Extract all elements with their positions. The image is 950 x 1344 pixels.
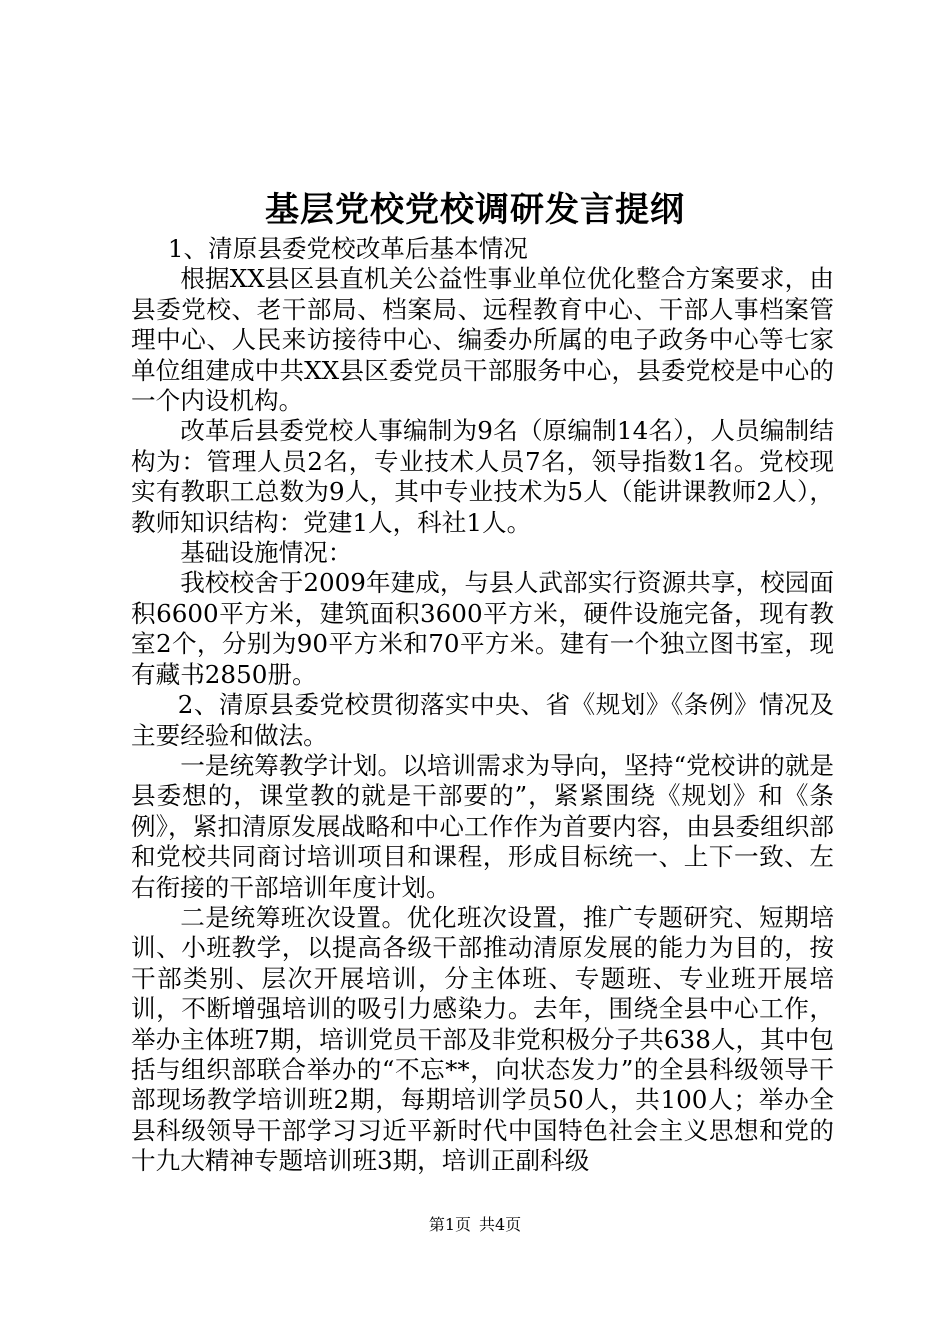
paragraph-class-setup: 二是统筹班次设置。优化班次设置，推广专题研究、短期培训、小班教学，以提高各级干部推动清原发展的能力为目的，按干部类别、层次开展培训，分主体班、专题班、专业班开展培训，不断增强培训的吸引力感染力。去年，围绕全县中心工作，举办主体班7期，培训党员干部及非党积极分子共638人，其中包括与组织部联合举办的“不忘**，向状态发力”的全县科级领导干部现场教学培训班2期，每期培训学员50人，共100人；举办全县科级领导干部学习习近平新时代中国特色社会主义思想和党的十九大精神专题培训班3期，培训正副科级 [131, 902, 834, 1176]
paragraph-infrastructure: 我校校舍于2009年建成，与县人武部实行资源共享，校园面积6600平方米，建筑面积3600平方米，硬件设施完备，现有教室2个，分别为90平方米和70平方米。建有一个独立图书室，现有藏书2850册。 [131, 568, 834, 689]
document-body [131, 234, 834, 1177]
section-heading-2: 2、清原县委党校贯彻落实中央、省《规划》《条例》情况及主要经验和做法。 [131, 690, 834, 750]
page-total: 共4页 [479, 1215, 522, 1234]
page-footer [0, 1214, 950, 1236]
paragraph-staffing: 改革后县委党校人事编制为9名（原编制14名），人员编制结构为：管理人员2名，专业技术人员7名，领导指数1名。党校现实有教职工总数为9人，其中专业技术为5人（能讲课教师2人），教师知识结构：党建1人，科社1人。 [131, 416, 834, 537]
paragraph-infrastructure-heading: 基础设施情况： [180, 538, 353, 568]
document-title: 基层党校党校调研发言提纲 [265, 190, 685, 230]
page-number: 第1页 [428, 1215, 471, 1234]
paragraph-reform-background: 根据XX县区县直机关公益性事业单位优化整合方案要求，由县委党校、老干部局、档案局、远程教育中心、干部人事档案管理中心、人民来访接待中心、编委办所属的电子政务中心等七家单位组建成中共XX县区委党员干部服务中心，县委党校是中心的一个内设机构。 [131, 264, 834, 416]
paragraph-teaching-plan: 一是统筹教学计划。以培训需求为导向，坚持“党校讲的就是县委想的，课堂教的就是干部要的”，紧紧围绕《规划》和《条例》，紧扣清原发展战略和中心工作作为首要内容，由县委组织部和党校共同商讨培训项目和课程，形成目标统一、上下一致、左右衔接的干部培训年度计划。 [131, 750, 834, 902]
section-heading-1: 1、清原县委党校改革后基本情况 [167, 234, 528, 263]
